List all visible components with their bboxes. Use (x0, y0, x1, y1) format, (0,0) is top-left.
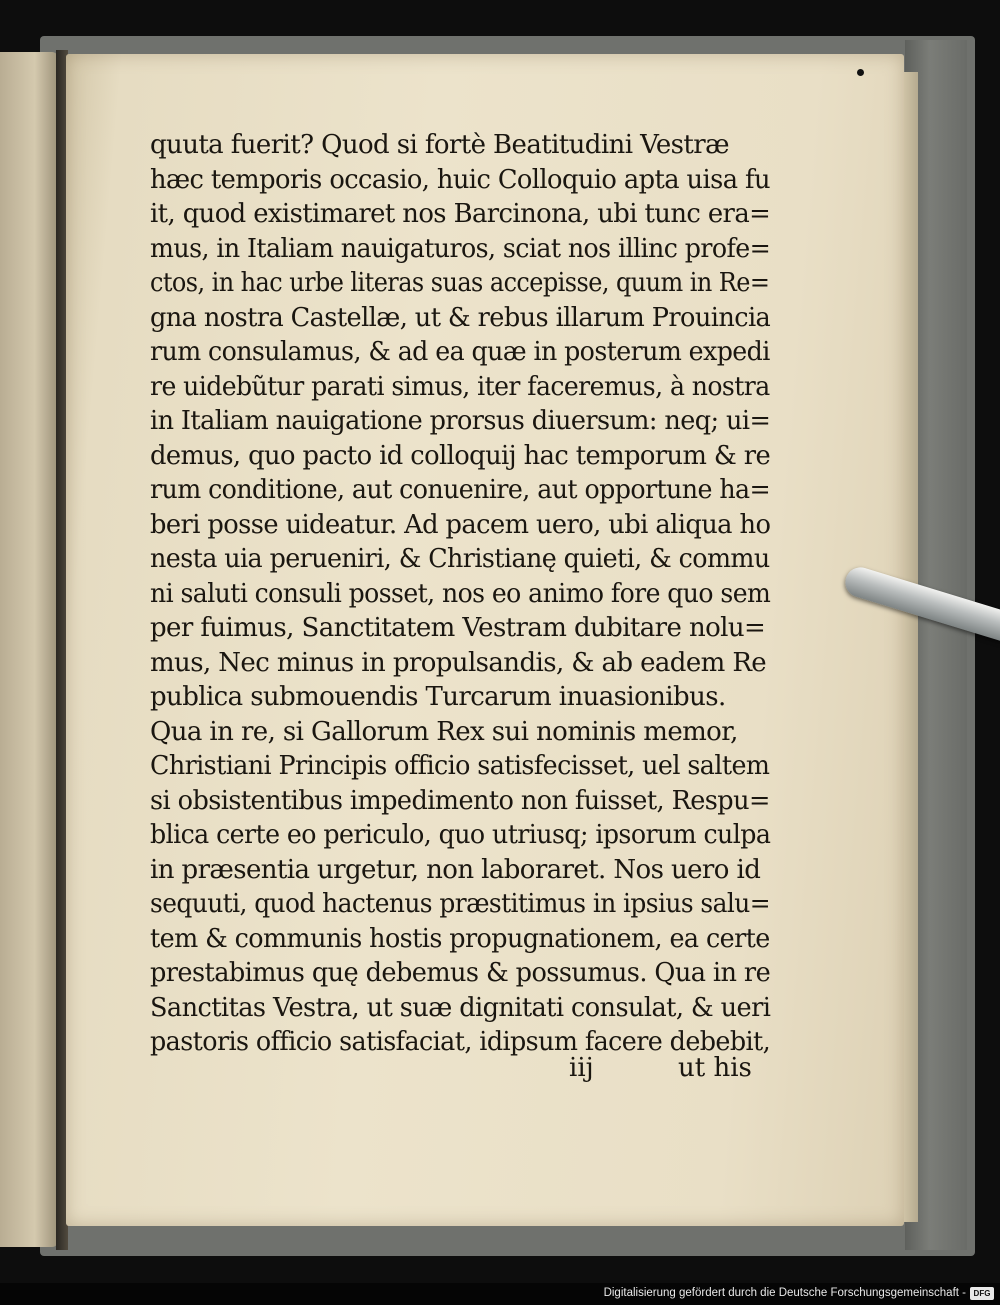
text-line: nesta uia perueniri, & Christianę quieti, & commu (150, 544, 770, 574)
text-line: demus, quo pacto id colloquij hac temporum & re (150, 440, 771, 471)
text-line: ni saluti consuli posset, nos eo animo fore quo sem (150, 578, 771, 609)
text-line: Sanctitas Vestra, ut suæ dignitati consulat, & ueri (150, 992, 771, 1023)
text-line: tem & communis hostis propugnationem, ea certe (150, 923, 770, 954)
signature-mark: iij (569, 1053, 594, 1083)
text-line: hæc temporis occasio, huic Colloquio apta uisa fu (150, 164, 770, 195)
text-line: Christiani Principis officio satisfecisset, uel saltem (150, 751, 770, 781)
text-line: ctos, in hac urbe literas suas accepisse, quum in Re= (150, 268, 770, 298)
text-line: sequuti, quod hactenus præstitimus in ipsius salu= (150, 889, 771, 919)
text-line: it, quod existimaret nos Barcinona, ubi tunc era= (150, 199, 771, 229)
text-line: beri posse uideatur. Ad pacem uero, ubi aliqua ho (150, 509, 771, 540)
text-line: gna nostra Castellæ, ut & rebus illarum Prouincia (150, 302, 771, 333)
dfg-logo-icon[interactable]: DFG (970, 1287, 994, 1300)
text-line: mus, Nec minus in propulsandis, & ab eadem Re (150, 647, 767, 678)
text-line: pastoris officio satisfaciat, idipsum facere debebit, (150, 1027, 771, 1057)
text-line: prestabimus quę debemus & possumus. Qua in re (150, 958, 771, 988)
text-line: re uidebũtur parati simus, iter faceremus, à nostra (150, 371, 770, 402)
catchword: ut his (678, 1053, 752, 1083)
page-text-block (150, 128, 770, 1060)
page-stack-edge (904, 72, 918, 1222)
text-line: rum conditione, aut conuenire, aut opportune ha= (150, 475, 771, 505)
text-line: mus, in Italiam nauigaturos, sciat nos illinc profe= (150, 233, 771, 264)
text-line: blica certe eo periculo, quo utriusq; ipsorum culpa (150, 820, 771, 850)
text-line: Qua in re, si Gallorum Rex sui nominis memor, (150, 716, 738, 747)
text-line: per fuimus, Sanctitatem Vestram dubitare nolu= (150, 613, 766, 643)
text-line: rum consulamus, & ad ea quæ in posterum expedi (150, 337, 770, 367)
ink-dot-mark (857, 69, 864, 76)
text-line: publica submouendis Turcarum inuasionibus. (150, 682, 726, 712)
footer-bar (0, 1283, 1000, 1305)
text-line: in Italiam nauigatione prorsus diuersum: neq; ui= (150, 406, 771, 436)
text-line: si obsistentibus impedimento non fuisset, Respu= (150, 785, 770, 816)
text-line: in præsentia urgetur, non laboraret. Nos uero id (150, 854, 761, 885)
funding-credit[interactable]: Digitalisierung gefördert durch die Deutsche Forschungsgemeinschaft - (603, 1287, 966, 1299)
text-line: quuta fuerit? Quod si fortè Beatitudini Vestræ (150, 130, 729, 160)
facing-page-edge (0, 52, 58, 1247)
